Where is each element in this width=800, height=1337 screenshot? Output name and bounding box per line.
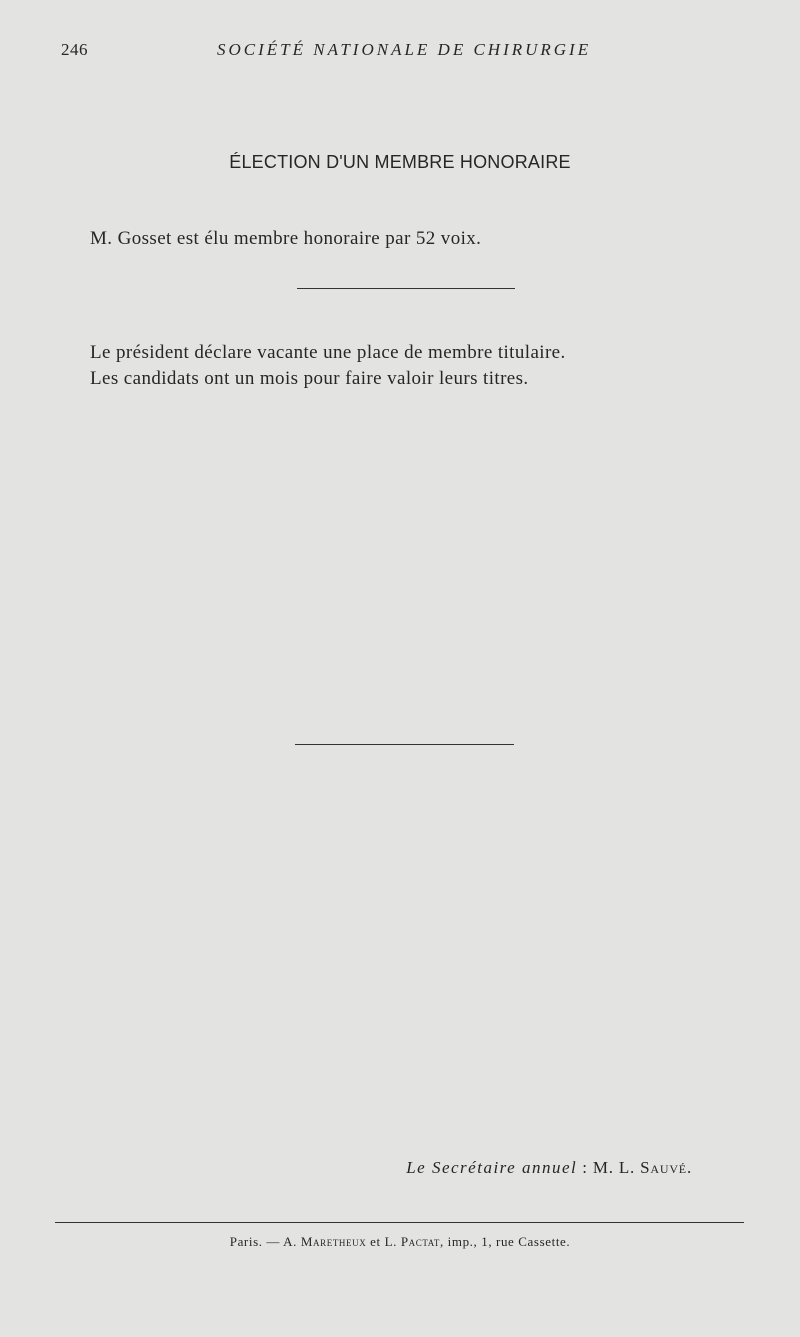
signature-role: Le Secrétaire annuel — [406, 1158, 578, 1177]
section-divider — [295, 744, 514, 745]
running-head — [0, 40, 800, 64]
page-number: 246 — [61, 40, 88, 59]
section-heading: ÉLECTION D'UN MEMBRE HONORAIRE — [229, 152, 571, 172]
signature-separator: : — [577, 1158, 593, 1177]
section-divider — [297, 288, 515, 289]
journal-title: SOCIÉTÉ NATIONALE DE CHIRURGIE — [217, 40, 592, 59]
footer-rule — [55, 1222, 744, 1223]
vacancy-announcement-line-2: Les candidats ont un mois pour faire valoir leurs titres. — [90, 368, 529, 389]
imprint-city: Paris. — A. — [229, 1234, 301, 1249]
imprint-printer-1: Maretheux — [300, 1234, 367, 1249]
signature-name: Sauvé. — [640, 1158, 692, 1177]
secretary-signature — [406, 1158, 692, 1178]
imprint-address: , imp., 1, rue Cassette. — [439, 1234, 571, 1249]
imprint-printer-2: Pactat — [400, 1234, 440, 1249]
vacancy-announcement-line-1: Le président déclare vacante une place de membre titulaire. — [90, 342, 566, 363]
printer-imprint — [0, 1234, 800, 1250]
imprint-conjunction: et L. — [366, 1234, 401, 1249]
election-result-text: M. Gosset est élu membre honoraire par 52 voix. — [90, 228, 482, 249]
signature-name-prefix: M. L. — [592, 1158, 641, 1177]
